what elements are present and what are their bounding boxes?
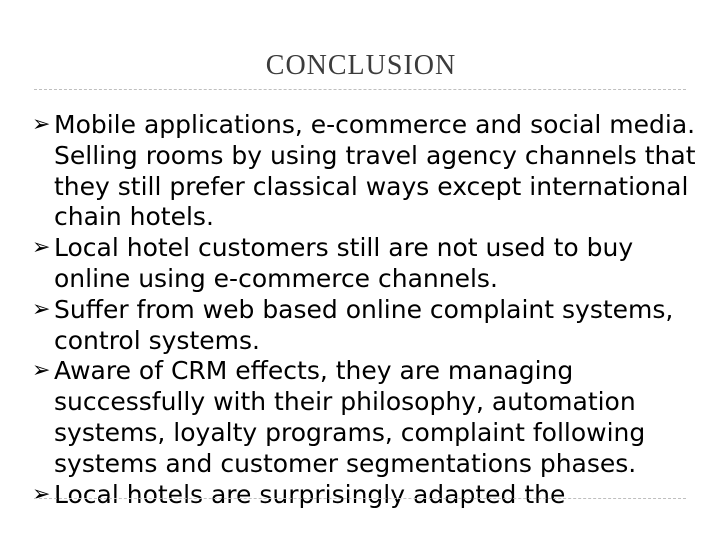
footer-divider [34,498,686,499]
bullet-text: Local hotels are surprisingly adapted the [54,479,566,509]
bullet-text: Local hotel customers still are not used to buy online using e-commerce channels. [54,233,634,293]
bullet-item [32,480,702,511]
bullet-item [32,295,702,357]
slide-title [0,50,720,82]
bullet-text: Suffer from web based online complaint systems, control systems. [54,294,674,355]
bullet-item [32,356,702,479]
arrow-bullet-icon: ➢ [32,481,51,507]
bullet-item [32,110,702,233]
title-divider [34,89,686,90]
arrow-bullet-icon: ➢ [32,358,51,384]
bullet-list [32,110,702,510]
arrow-bullet-icon: ➢ [32,296,51,322]
arrow-bullet-icon: ➢ [32,112,51,137]
bullet-item [32,233,702,295]
slide-title-text: CONCLUSION [265,50,457,81]
arrow-bullet-icon: ➢ [32,235,51,261]
bullet-text: Mobile applications, e-commerce and social media. Selling rooms by using travel agency channels that they still prefer classical ways except international chain hotels. [54,110,696,232]
bullet-text: Aware of CRM effects, they are managing successfully with their philosophy, automation systems, loyalty programs, complaint following systems and customer segmentations phases. [54,356,646,478]
